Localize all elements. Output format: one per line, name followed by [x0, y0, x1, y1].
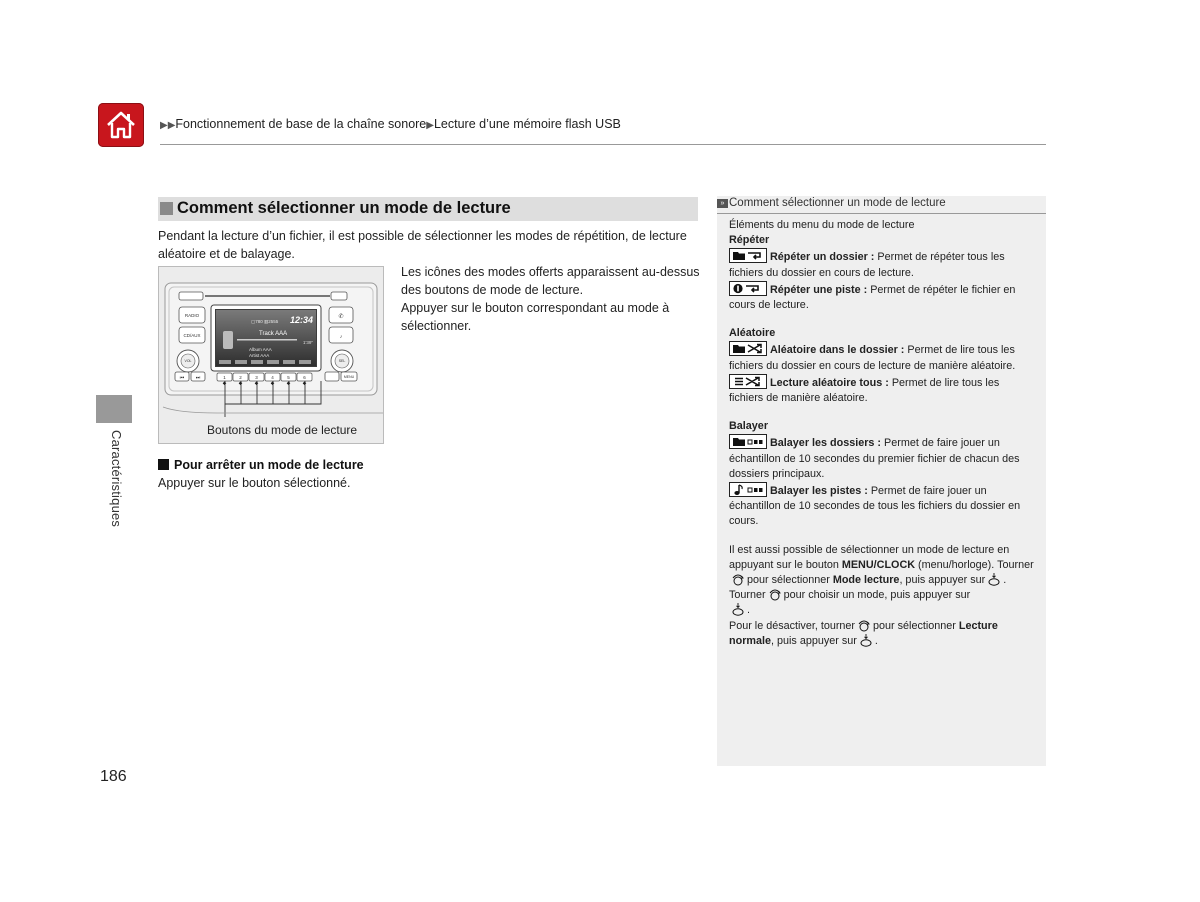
figure-text-2: Appuyer sur le bouton correspondant au mode à sélectionner.	[401, 301, 670, 333]
chapter-label: Caractéristiques	[109, 430, 124, 528]
random-heading: Aléatoire	[729, 327, 776, 340]
svg-text:♪: ♪	[339, 334, 343, 340]
press-knob-icon	[859, 634, 873, 647]
random-all-icon	[729, 374, 767, 389]
home-button[interactable]	[98, 103, 144, 147]
figure-description	[401, 263, 701, 335]
cd-aux-button-label[interactable]: CD/AUX	[183, 333, 201, 338]
screen-folder-track: ▢780 ▥2555	[251, 319, 279, 324]
random-all-item: Lecture aléatoire tous : Permet de lire tous les fichiers de manière aléatoire.	[729, 374, 1035, 406]
breadcrumb-separator: ▶	[426, 120, 434, 131]
preset-label-3: 3	[255, 375, 258, 380]
section-heading	[158, 197, 698, 221]
random-folder-item: Aléatoire dans le dossier : Permet de lire tous les fichiers du dossier en cours de lecture de manière aléatoire.	[729, 341, 1035, 373]
screen-elapsed: 1'39"	[303, 340, 313, 345]
section-square-icon	[160, 202, 173, 215]
sel-knob-label[interactable]: SEL	[338, 359, 346, 363]
rotate-knob-icon	[768, 588, 782, 601]
svg-text:⏭: ⏭	[195, 375, 201, 381]
audio-unit-figure	[158, 266, 384, 444]
repeat-heading: Répéter	[729, 234, 770, 247]
audio-unit-drawing	[159, 267, 383, 443]
note-ref-icon: »	[717, 199, 728, 208]
scan-folders-icon	[729, 434, 767, 449]
scan-folders-item: Balayer les dossiers : Permet de faire jouer un échantillon de 10 secondes du premier fichier de chacun des dossiers principaux.	[729, 434, 1035, 482]
side-note-header: » Comment sélectionner un mode de lecture	[717, 196, 1046, 214]
breadcrumb	[160, 117, 621, 131]
scan-heading: Balayer	[729, 420, 769, 433]
repeat-folder-item: Répéter un dossier : Permet de répéter tous les fichiers du dossier en cours de lecture.	[729, 248, 1035, 280]
preset-label-1: 1	[223, 375, 226, 380]
svg-text:⏮: ⏮	[179, 375, 185, 381]
screen-album: Album AAA	[249, 347, 272, 352]
black-square-icon	[158, 459, 169, 470]
rotate-knob-icon	[731, 573, 745, 586]
screen-artist: Artist AAA	[249, 353, 270, 358]
usb-icon	[223, 331, 233, 349]
scan-tracks-item: Balayer les pistes : Permet de faire jouer un échantillon de 10 secondes de tous les fichiers du dossier en cours.	[729, 482, 1035, 530]
side-note-panel	[717, 196, 1046, 766]
preset-label-6: 6	[303, 375, 306, 380]
header-divider	[160, 144, 1046, 145]
menu-clock-note: Il est aussi possible de sélectionner un mode de lecture en appuyant sur le bouton MENU/CLOCK (menu/horloge). Tournerpour sélectionner Mode lecture, puis appuyer sur . Tourner pour choisir un mode, puis appuyer sur .	[729, 543, 1034, 617]
random-folder-icon	[729, 341, 767, 356]
deactivate-note: Pour le désactiver, tourner pour sélectionner Lecture normale, puis appuyer sur .	[729, 619, 998, 647]
svg-text:✆: ✆	[338, 314, 344, 320]
figure-caption: Boutons du mode de lecture	[207, 423, 358, 437]
stop-mode-heading: Pour arrêter un mode de lecture	[158, 458, 364, 472]
preset-label-2: 2	[239, 375, 242, 380]
figure-text-1: Les icônes des modes offerts apparaissent au-dessus des boutons de mode de lecture.	[401, 265, 700, 297]
vol-knob-label[interactable]: VOL	[184, 359, 192, 363]
press-knob-icon	[987, 573, 1001, 586]
scan-tracks-icon	[729, 482, 767, 497]
repeat-track-item: Répéter une piste : Permet de répéter le fichier en cours de lecture.	[729, 281, 1035, 313]
home-icon	[105, 109, 137, 141]
section-intro: Pendant la lecture d’un fichier, il est possible de sélectionner les modes de répétition, de lecture aléatoire et de balayage.	[158, 229, 687, 261]
screen-track-name: Track AAA	[259, 331, 288, 337]
page-number: 186	[100, 768, 127, 785]
radio-button-label[interactable]: RADIO	[184, 313, 200, 318]
menu-items-intro: Éléments du menu du mode de lecture	[729, 219, 915, 231]
preset-label-4: 4	[271, 375, 274, 380]
preset-label-5: 5	[287, 375, 290, 380]
press-knob-icon	[731, 603, 745, 616]
repeat-track-icon	[729, 281, 767, 296]
section-title: Comment sélectionner un mode de lecture	[177, 199, 511, 217]
side-note-body	[729, 218, 1035, 649]
rotate-knob-icon	[857, 619, 871, 632]
chapter-tab[interactable]	[96, 395, 132, 423]
menu-button-label[interactable]: MENU	[343, 375, 355, 379]
stop-mode-text: Appuyer sur le bouton sélectionné.	[158, 476, 351, 490]
breadcrumb-arrows: ▶▶	[160, 120, 176, 131]
breadcrumb-current: Lecture d’une mémoire flash USB	[433, 117, 621, 131]
screen-clock: 12:34	[289, 315, 313, 325]
repeat-folder-icon	[729, 248, 767, 263]
breadcrumb-link-audio[interactable]: Fonctionnement de base de la chaîne sonore	[175, 117, 427, 131]
